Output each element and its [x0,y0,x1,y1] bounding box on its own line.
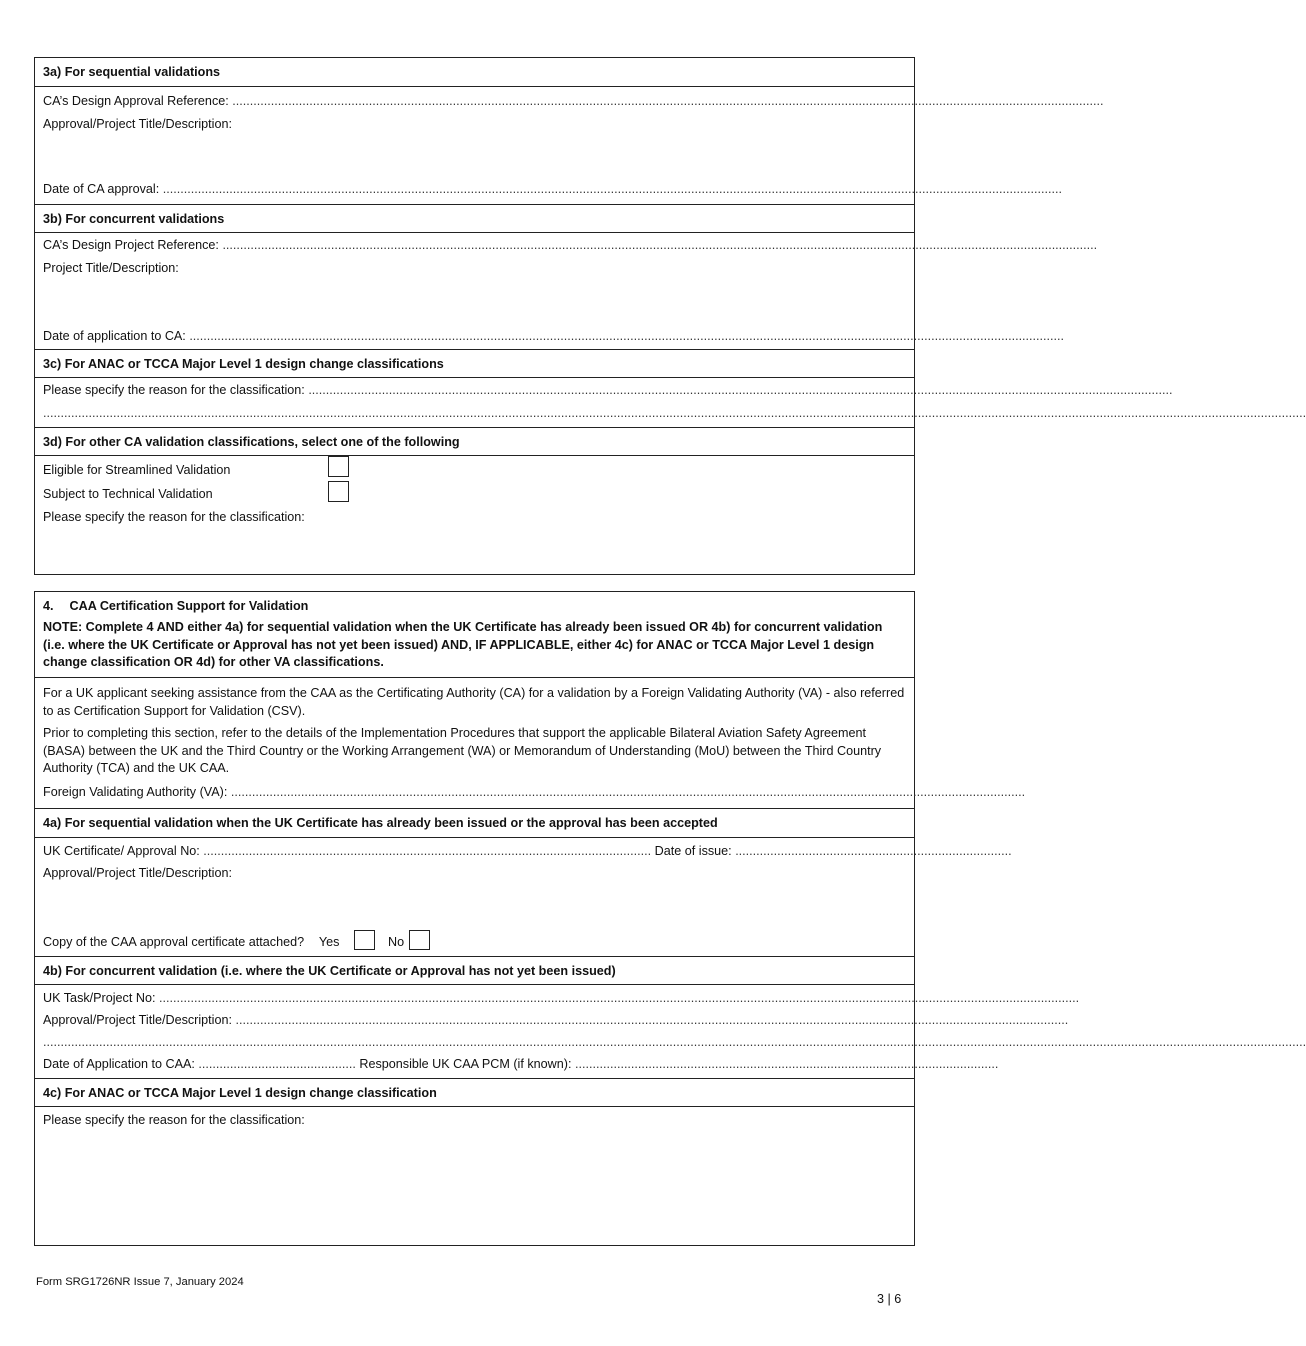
field-label: Please specify the reason for the classification: [43,383,305,397]
certificate-attached-yes-checkbox[interactable] [354,930,375,950]
section-title: CAA Certification Support for Validation [69,599,309,613]
section-3a-header [35,58,914,87]
field-label: Foreign Validating Authority (VA): [43,785,228,799]
section-4a-header [35,808,914,838]
section-4-intro-2: Prior to completing this section, refer to the details of the Implementation Procedures that support the applicable Bilateral Aviation Safety Agreement (BASA) between the UK and the Third Country or the Working Arrangement (WA) or Memorandum of Understanding (MoU) between the Third Country Authority (TCA) and the UK CAA. [43,726,882,775]
date-of-application-to-ca-field[interactable]: Date of application to CA: .......................................................................................................................................................................................................................................................... [43,329,1065,343]
certificate-attached-no-checkbox[interactable] [409,930,430,950]
field-label: Approval/Project Title/Description: [43,1013,232,1027]
section-3d-header-text: 3d) For other CA validation classifications, select one of the following [43,434,460,449]
field-label: CA’s Design Project Reference: [43,238,219,252]
streamlined-validation-checkbox[interactable] [328,456,349,477]
technical-validation-checkbox[interactable] [328,481,349,502]
section-4b-title-field[interactable]: Approval/Project Title/Description: .............................................................................................................................................................................................................................................. [43,1013,1069,1027]
section-3a-header-text: 3a) For sequential validations [43,65,221,79]
project-title-label: Project Title/Description: [43,261,179,275]
section-4a-header-text: 4a) For sequential validation when the UK Certificate has already been issued or the approval has been accepted [43,816,718,830]
foreign-validating-authority-field[interactable]: Foreign Validating Authority (VA): ................................................................................................................................................................................................................................... [43,785,1026,799]
field-label: Copy of the CAA approval certificate attached? [43,935,305,949]
section-3c-header-text: 3c) For ANAC or TCCA Major Level 1 design change classifications [43,356,444,371]
section-3-box [34,57,1306,575]
section-3d-header [35,427,914,456]
streamlined-validation-label: Eligible for Streamlined Validation [43,463,231,477]
application-date-and-pcm-field[interactable]: Date of Application to CAA: ............................................. Responsible UK CAA PCM (if known): ......................................................................................................................... [43,1057,999,1071]
yes-label: Yes [318,935,340,949]
section-4a-title-label: Approval/Project Title/Description: [43,866,232,880]
section-3c-reason-field[interactable]: Please specify the reason for the classification: ....................................................................................................................................................................................................................................................... [43,383,1173,397]
field-label: Date of Application to CAA: [43,1057,195,1071]
ca-design-project-reference-field[interactable]: CA’s Design Project Reference: .......................................................................................................................................................................................................................................................... [43,238,1098,252]
section-3b-header-text: 3b) For concurrent validations [43,211,225,226]
uk-certificate-field[interactable]: UK Certificate/ Approval No: ................................................................................................................................ Date of issue: ............................................................................... [43,844,1012,858]
section-3d-reason-label: Please specify the reason for the classification: [43,510,305,524]
field-label: Date of CA approval: [43,182,160,196]
technical-validation-label: Subject to Technical Validation [43,487,213,501]
date-of-ca-approval-field[interactable]: Date of CA approval: ................................................................................................................................................................................................................................................................. [43,182,1062,196]
section-4-title [43,598,906,614]
form-reference: Form SRG1726NR Issue 7, January 2024 [36,1276,244,1288]
section-4b-header-text: 4b) For concurrent validation (i.e. where the UK Certificate or Approval has not yet been issued) [43,963,616,978]
page-number: 3 | 6 [877,1292,902,1306]
section-3b-header [35,204,914,233]
uk-task-project-field[interactable]: UK Task/Project No: ....................................................................................................................................................................................................................................................................... [43,991,1080,1005]
field-label: UK Task/Project No: [43,991,156,1005]
section-4-intro-1: For a UK applicant seeking assistance from the CAA as the Certificating Authority (CA) for a validation by a Foreign Validating Authority (VA) - also referred to as Certification Support for Validation (CSV). [43,686,905,718]
section-4-header [35,592,914,678]
section-4b-title-line-2[interactable]: ......................................................................................................................................................................................................................................................................................................................................................................... [43,1035,1306,1049]
field-label: Date of application to CA: [43,329,186,343]
section-4c-header [35,1078,914,1107]
field-label: UK Certificate/ Approval No: [43,844,200,858]
field-label: Responsible UK CAA PCM (if known): [359,1057,572,1071]
no-label: No [388,935,405,949]
section-3c-reason-line-2[interactable]: ......................................................................................................................................................................................................................................................................................................................................................................... [43,406,1306,420]
field-label: CA’s Design Approval Reference: [43,94,229,108]
section-4c-reason-label: Please specify the reason for the classification: [43,1113,305,1127]
section-number: 4. [43,599,54,613]
section-4b-header [35,956,914,985]
section-4c-header-text: 4c) For ANAC or TCCA Major Level 1 design change classification [43,1085,437,1100]
ca-design-approval-reference-field[interactable]: CA’s Design Approval Reference: ......................................................................................................................................................................................................................................................... [43,94,1104,108]
approval-title-label: Approval/Project Title/Description: [43,117,232,131]
section-3c-header [35,349,914,378]
section-4-note: NOTE: Complete 4 AND either 4a) for sequential validation when the UK Certificate has already been issued OR 4b) for concurrent validation (i.e. where the UK Certificate or Approval has not yet been issued) AND, IF APPLICABLE, either 4c) for ANAC or TCCA Major Level 1 design change classification OR 4d) for other VA classifications. [43,620,883,669]
section-4-box [34,591,1306,1246]
field-label: Date of issue: [654,844,732,858]
certificate-attached-row [43,934,906,950]
